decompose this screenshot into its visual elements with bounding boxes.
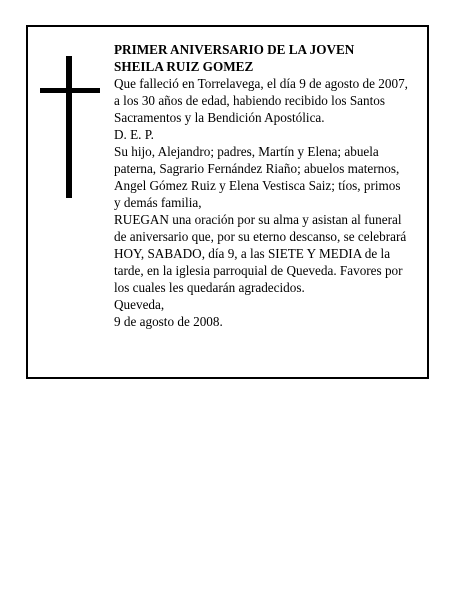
notice-text [114, 41, 426, 330]
notice-body-line: Su hijo, Alejandro; padres, Martín y Elena; abuela [114, 144, 379, 159]
notice-body-line: Angel Gómez Ruiz y Elena Vestisca Saiz; tíos, primos [114, 178, 401, 193]
cross-vertical-bar [66, 56, 72, 198]
notice-body-line: Que falleció en Torrelavega, el día 9 de agosto de 2007, [114, 76, 408, 91]
obituary-notice [26, 25, 429, 379]
cross-icon [40, 56, 100, 198]
notice-body-line: paterna, Sagrario Fernández Riaño; abuelos maternos, [114, 161, 400, 176]
cross-horizontal-bar [40, 88, 100, 93]
notice-body-line: 9 de agosto de 2008. [114, 314, 223, 329]
notice-body-line: tarde, en la iglesia parroquial de Queveda. Favores por [114, 263, 403, 278]
notice-body-line: RUEGAN una oración por su alma y asistan al funeral [114, 212, 402, 227]
notice-body-line: de aniversario que, por su eterno descanso, se celebrará [114, 229, 407, 244]
notice-body-line: Queveda, [114, 297, 165, 312]
notice-body-line: los cuales les quedarán agradecidos. [114, 280, 305, 295]
notice-title-line-1: PRIMER ANIVERSARIO DE LA JOVEN [114, 42, 355, 57]
notice-body-line: D. E. P. [114, 127, 154, 142]
notice-body-line: y demás familia, [114, 195, 202, 210]
notice-body-line: Sacramentos y la Bendición Apostólica. [114, 110, 325, 125]
notice-body-line: a los 30 años de edad, habiendo recibido los Santos [114, 93, 386, 108]
notice-title-line-2: SHEILA RUIZ GOMEZ [114, 59, 254, 74]
notice-body-line: HOY, SABADO, día 9, a las SIETE Y MEDIA de la [114, 246, 391, 261]
